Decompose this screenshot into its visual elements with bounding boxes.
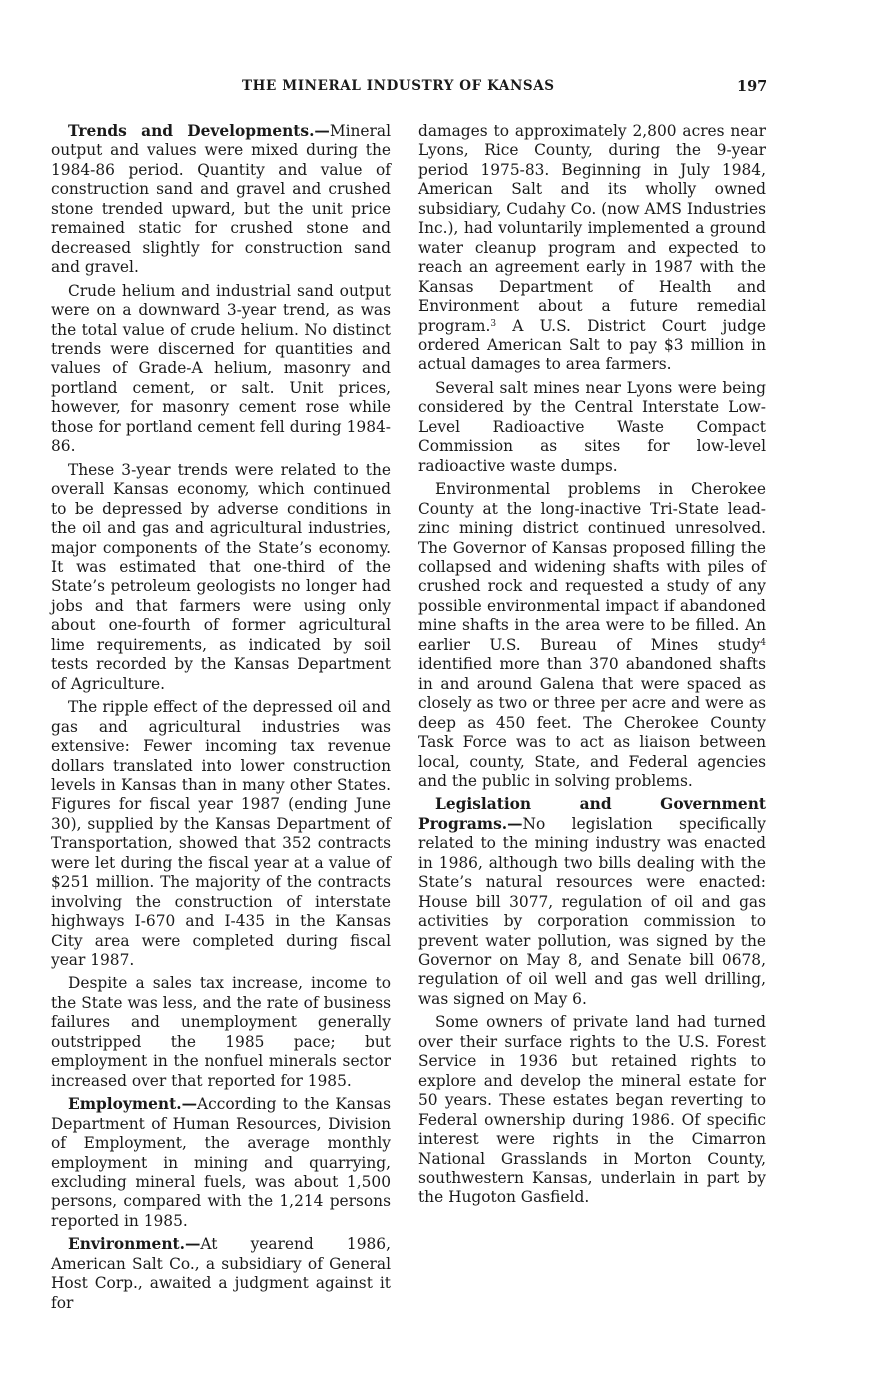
paragraph-cherokee-county bbox=[418, 480, 766, 791]
paragraph-text: According to the Kansas Department of Human Resources, Division of Employment, the average monthly employment in mining and quarrying, excluding mineral fuels, was about 1,500 persons, compared with the 1,214 persons reported in 1985. bbox=[51, 1095, 391, 1230]
paragraph-environment bbox=[51, 1235, 391, 1313]
section-heading-environment: Environment.— bbox=[68, 1235, 201, 1254]
section-heading-employment: Employment.— bbox=[68, 1095, 197, 1114]
paragraph-text: damages to approximately 2,800 acres near Lyons, Rice County, during the 9-year period 1975-83. Beginning in July 1984, American Salt and its wholly owned subsidiary, Cudahy Co. (now AMS Industries Inc.), had voluntarily implemented a ground water cleanup program and expected to reach an agreement early in 1987 with the Kansas Department of Health and Environment about a future remedial program. bbox=[418, 122, 766, 335]
running-title: THE MINERAL INDUSTRY OF KANSAS bbox=[242, 78, 555, 94]
paragraph-trends bbox=[51, 122, 391, 278]
paragraph-employment bbox=[51, 1095, 391, 1231]
page-number: 197 bbox=[737, 78, 768, 95]
paragraph-forest-service: Some owners of private land had turned over their surface rights to the U.S. Forest Service in 1936 but retained rights to explore and develop the mineral estate for 50 years. These estates began reverting to Federal ownership during 1986. Of specific interest were rights in the Cimarron National Grasslands in Morton County, southwestern Kansas, underlain in part by the Hugoton Gasfield. bbox=[418, 1013, 766, 1207]
paragraph-sales-tax: Despite a sales tax increase, income to the State was less, and the rate of business failures and unemployment generally outstripped the 1985 pace; but employment in the nonfuel minerals sector increased over that reported for 1985. bbox=[51, 974, 391, 1090]
paragraph-text: No legislation specifically related to the mining industry was enacted in 1986, although two bills dealing with the State’s natural resources were enacted: House bill 3077, regulation of oil and gas activities by corporation commission to prevent water pollution, was signed by the Governor on May 8, and Senate bill 0678, regulation of oil well and gas well drilling, was signed on May 6. bbox=[418, 814, 766, 1008]
paragraph-salt-mines: Several salt mines near Lyons were being considered by the Central Interstate Low-Level Radioactive Waste Compact Commission as sites for low-level radioactive waste dumps. bbox=[418, 378, 766, 475]
paragraph-text: At yearend 1986, American Salt Co., a subsidiary of General Host Corp., awaited a judgment against it for bbox=[51, 1235, 391, 1312]
paragraph-legislation bbox=[418, 795, 766, 1009]
footnote-marker: 3 bbox=[490, 318, 497, 329]
paragraph-text: A U.S. District Court judge ordered American Salt to pay $3 million in actual damages to area farmers. bbox=[418, 316, 766, 374]
left-column bbox=[51, 122, 391, 1313]
right-column bbox=[418, 122, 766, 1208]
paragraph-ripple-effect: The ripple effect of the depressed oil and gas and agricultural industries was extensive: Fewer incoming tax revenue dollars translated into lower construction levels in Kansas than in many other States. Figures for fiscal year 1987 (ending June 30), supplied by the Kansas Department of Transportation, showed that 352 contracts were let during the fiscal year at a value of $251 million. The majority of the contracts involving the construction of interstate highways I-670 and I-435 in the Kansas City area were completed during fiscal year 1987. bbox=[51, 698, 391, 970]
paragraph-text: identified more than 370 abandoned shafts in and around Galena that were spaced as closely as two or three per acre and were as deep as 450 feet. The Cherokee County Task Force was to act as liaison between local, county, State, and Federal agencies and the public in solving problems. bbox=[418, 655, 766, 790]
paragraph-text: Mineral output and values were mixed during the 1984-86 period. Quantity and value of construction sand and gravel and crushed stone trended upward, but the unit price remained static for crushed stone and decreased slightly for construction sand and gravel. bbox=[51, 122, 391, 277]
page-header bbox=[0, 78, 871, 98]
section-heading-trends: Trends and Developments.— bbox=[68, 122, 330, 140]
footnote-marker: 4 bbox=[760, 637, 766, 648]
paragraph-helium: Crude helium and industrial sand output were on a downward 3-year trend, as was the total value of crude helium. No distinct trends were discerned for quantities and values of Grade-A helium, masonry and portland cement, or salt. Unit prices, however, for masonry cement rose while those for portland cement fell during 1984-86. bbox=[51, 281, 391, 456]
paragraph-economy: These 3-year trends were related to the overall Kansas economy, which continued to be depressed by adverse conditions in the oil and gas and agricultural industries, major components of the State’s economy. It was estimated that one-third of the State’s petroleum geologists no longer had jobs and that farmers were using only about one-fourth of former agricultural lime requirements, as indicated by soil tests recorded by the Kansas Department of Agriculture. bbox=[51, 460, 391, 693]
paragraph-damages-continued bbox=[418, 122, 766, 375]
section-heading-legislation: Legislation and Government Programs.— bbox=[418, 795, 766, 833]
paragraph-text: Environmental problems in Cherokee County at the long-inactive Tri-State lead-zinc mining district continued unresolved. The Governor of Kansas proposed filling the collapsed and widening shafts with piles of crushed rock and requested a study of any possible environmental impact if abandoned mine shafts in the area were to be filled. An earlier U.S. Bureau of Mines study bbox=[418, 480, 766, 654]
